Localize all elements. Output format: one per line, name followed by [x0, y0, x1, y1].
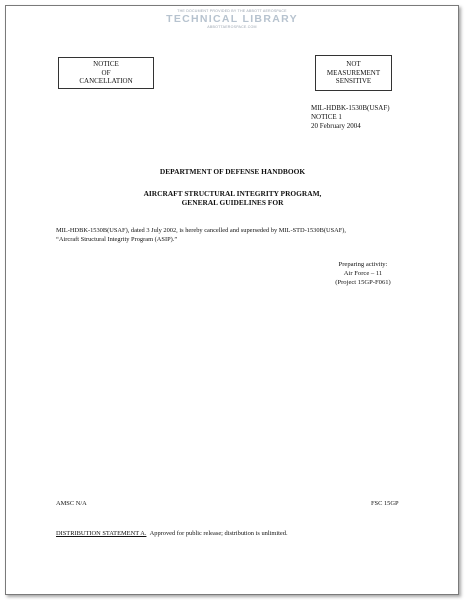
amsc-code: AMSC N/A — [56, 500, 87, 507]
department-heading: DEPARTMENT OF DEFENSE HANDBOOK — [159, 167, 306, 176]
distribution-statement-text: Approved for public release; distribution is unlimited. — [149, 530, 288, 537]
not-measurement-sensitive-text: NOT MEASUREMENT SENSITIVE — [326, 60, 381, 86]
preparing-activity-label: Preparing activity: — [338, 261, 388, 268]
handbook-title — [0, 189, 465, 207]
preparing-activity-name: Air Force – 11 — [343, 270, 383, 278]
not-measurement-sensitive-box — [315, 55, 392, 91]
cancellation-statement — [56, 226, 416, 244]
watermark-top-line: THE DOCUMENT PROVIDED BY THE ABBOTT AEROSPACE — [177, 9, 287, 13]
technical-library-watermark — [162, 9, 302, 33]
distribution-statement — [56, 530, 288, 537]
handbook-title-line-1: AIRCRAFT STRUCTURAL INTEGRITY PROGRAM, — [143, 189, 322, 198]
notice-date: 20 February 2004 — [311, 122, 361, 130]
document-identifier — [311, 104, 390, 131]
watermark-title: TECHNICAL LIBRARY — [166, 13, 298, 25]
document-number: MIL-HDBK-1530B(USAF) — [311, 104, 390, 112]
cancellation-statement-line-2: “Aircraft Structural Integrity Program (ASIP).” — [56, 236, 178, 243]
cancellation-statement-line-1: MIL-HDBK-1530B(USAF), dated 3 July 2002, is hereby cancelled and superseded by MIL-STD-1530B(USAF), — [56, 227, 347, 234]
notice-number: NOTICE 1 — [311, 113, 342, 121]
watermark-url: ABBOTTAEROSPACE.COM — [207, 25, 257, 29]
notice-of-cancellation-box — [58, 57, 154, 89]
preparing-activity — [322, 260, 404, 288]
handbook-title-line-2: GENERAL GUIDELINES FOR — [181, 198, 284, 207]
fsc-code: FSC 15GP — [371, 500, 399, 507]
distribution-statement-label: DISTRIBUTION STATEMENT A. — [56, 530, 147, 537]
preparing-activity-project: (Project 15GP-F061) — [335, 279, 391, 287]
notice-of-cancellation-text: NOTICE OF CANCELLATION — [79, 60, 133, 86]
